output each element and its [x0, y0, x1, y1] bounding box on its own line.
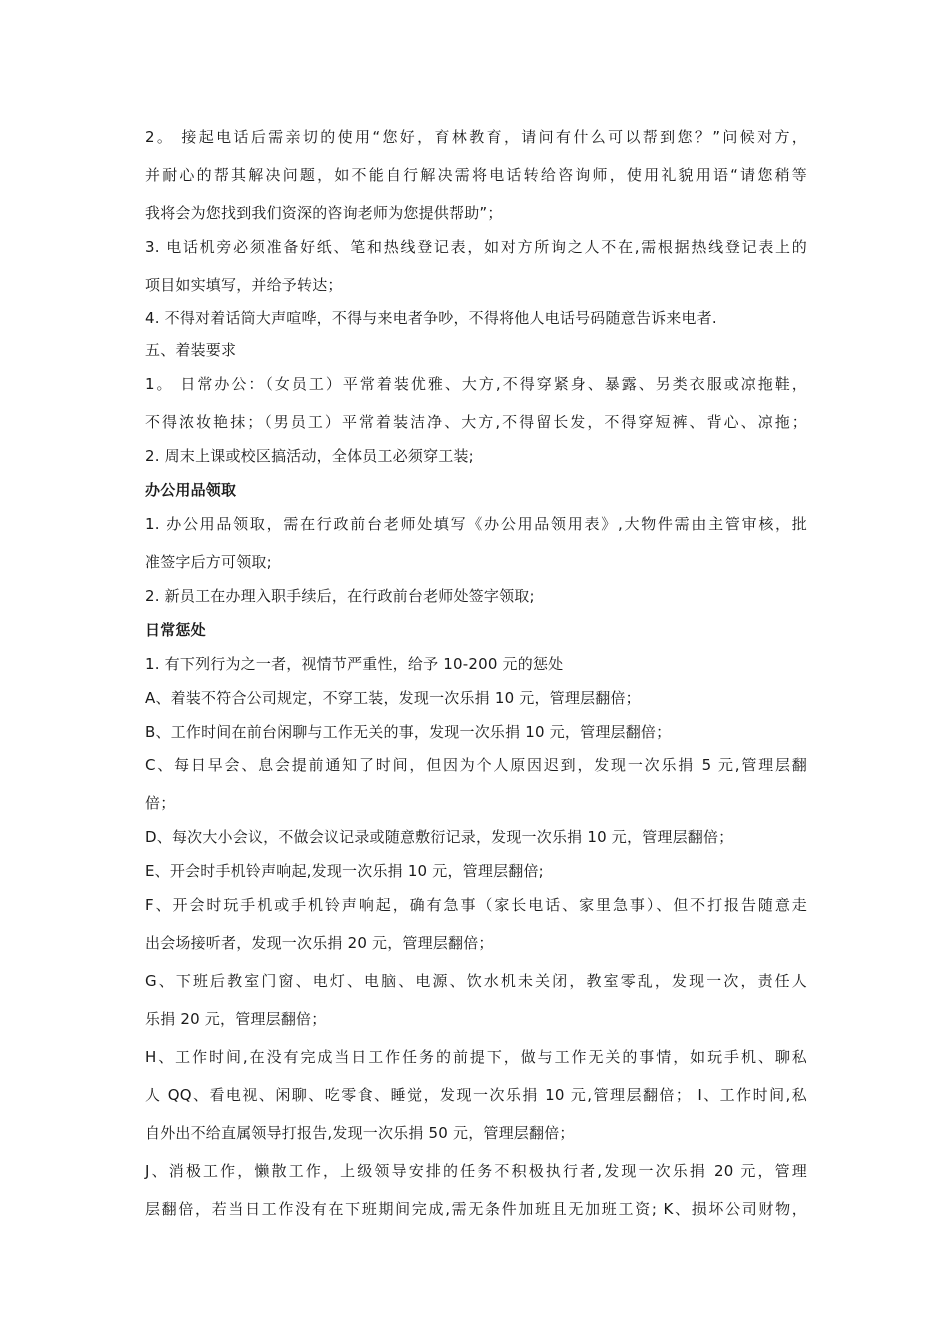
- text-line: 层翻倍，若当日工作没有在下班期间完成,需无条件加班且无加班工资; K、损坏公司财物，: [145, 1200, 807, 1218]
- text-line: 4. 不得对着话筒大声喧哗，不得与来电者争吵，不得将他人电话号码随意告诉来电者.: [145, 309, 717, 327]
- text-line: E、开会时手机铃声响起,发现一次乐捐 10 元，管理层翻倍;: [145, 862, 544, 880]
- text-line: 人 QQ、看电视、闲聊、吃零食、睡觉，发现一次乐捐 10 元,管理层翻倍； I、工作时间,私: [145, 1086, 807, 1104]
- section-heading: 五、着装要求: [145, 341, 237, 359]
- text-line: G、下班后教室门窗、电灯、电脑、电源、饮水机未关闭，教室零乱，发现一次，责任人: [145, 972, 807, 990]
- text-line: 准签字后方可领取;: [145, 553, 272, 571]
- text-line: 2. 新员工在办理入职手续后，在行政前台老师处签字领取;: [145, 587, 535, 605]
- text-line: 项目如实填写，并给予转达；: [145, 276, 343, 294]
- text-line: H、工作时间,在没有完成当日工作任务的前提下，做与工作无关的事情，如玩手机、聊私: [145, 1048, 807, 1066]
- text-line: D、每次大小会议，不做会议记录或随意敷衍记录，发现一次乐捐 10 元，管理层翻倍；: [145, 828, 734, 846]
- section-heading: 日常惩处: [145, 621, 206, 639]
- section-heading: 办公用品领取: [145, 481, 237, 499]
- text-line: 不得浓妆艳抹；（男员工）平常着装洁净、大方,不得留长发，不得穿短裤、背心、凉拖；: [145, 413, 807, 431]
- text-line: 3. 电话机旁必须准备好纸、笔和热线登记表，如对方所询之人不在,需根据热线登记表上的: [145, 238, 807, 256]
- text-line: 2。 接起电话后需亲切的使用“您好，育林教育，请问有什么可以帮到您？”问候对方，: [145, 128, 807, 146]
- text-line: 并耐心的帮其解决问题，如不能自行解决需将电话转给咨询师，使用礼貌用语“请您稍等: [145, 166, 807, 184]
- text-line: 自外出不给直属领导打报告,发现一次乐捐 50 元，管理层翻倍；: [145, 1124, 575, 1142]
- text-line: 1. 有下列行为之一者，视情节严重性，给予 10-200 元的惩处: [145, 655, 564, 673]
- text-line: 乐捐 20 元，管理层翻倍；: [145, 1010, 327, 1028]
- text-line: J、消极工作，懒散工作，上级领导安排的任务不积极执行者,发现一次乐捐 20 元，管理: [145, 1162, 807, 1180]
- text-line: B、工作时间在前台闲聊与工作无关的事，发现一次乐捐 10 元，管理层翻倍；: [145, 723, 672, 741]
- text-line: 我将会为您找到我们资深的咨询老师为您提供帮助”；: [145, 204, 503, 222]
- text-line: 2. 周末上课或校区搞活动，全体员工必须穿工装;: [145, 447, 474, 465]
- text-line: 倍；: [145, 794, 176, 812]
- text-line: F、开会时玩手机或手机铃声响起，确有急事（家长电话、家里急事）、但不打报告随意走: [145, 896, 807, 914]
- text-line: A、着装不符合公司规定，不穿工装，发现一次乐捐 10 元，管理层翻倍；: [145, 689, 641, 707]
- text-line: C、每日早会、息会提前通知了时间，但因为个人原因迟到，发现一次乐捐 5 元,管理层翻: [145, 756, 807, 774]
- text-line: 1。 日常办公：（女员工）平常着装优雅、大方,不得穿紧身、暴露、另类衣服或凉拖鞋，: [145, 375, 807, 393]
- text-line: 1. 办公用品领取，需在行政前台老师处填写《办公用品领用表》,大物件需由主管审核，批: [145, 515, 807, 533]
- text-line: 出会场接听者，发现一次乐捐 20 元，管理层翻倍；: [145, 934, 494, 952]
